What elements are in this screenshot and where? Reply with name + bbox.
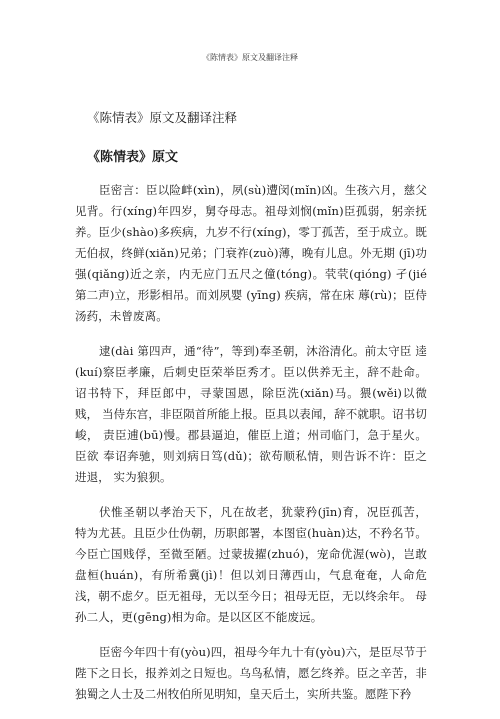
section-title: 《陈情表》原文 [87,150,179,165]
paragraph: 伏惟圣朝以孝治天下，凡在故老，犹蒙矜(jīn)育，况臣孤苦， 特为尤甚。且臣少仕伪朝，历职郎署，本图宦(huàn)达，不矜名节。 今臣亡国贱俘，至微至陋。过蒙拔擢(zhuó)，宠命优渥(wò)，岂敢 盘桓(huán)，有所希冀(jì)！但以刘日薄西山，气息奄奄，人命危 浅，朝不虑夕。臣无祖母，无以至今日；祖母无臣，无以终余年。 母孙二人，更(gēng)相为命。是以区区不能废远。 [75,505,427,624]
paragraph: 逮(dài 第四声，通“待”，等到)奉圣朝，沐浴清化。前太守臣 逵(kuí)察臣孝廉，后刺史臣荣举臣秀才。臣以供养无主，辞不赴命。 诏书特下，拜臣郎中，寻蒙国恩，除臣洗(xiǎn)马。猥(wěi)以微贱， 当侍东宫，非臣陨首所能上报。臣具以表闻，辞不就职。诏书切峻， 责臣逋(bū)慢。郡县逼迫，催臣上道；州司临门，急于星火。臣欲 奉诏奔驰，则刘病日笃(dǔ)；欲苟顺私情，则告诉不许：臣之进退， 实为狼狈。 [75,344,427,484]
paragraph: 臣密今年四十有(yòu)四，祖母今年九十有(yòu)六，是臣尽节于陛下之日长，报养刘之日短也。乌鸟私情，愿乞终养。臣之辛苦，非独蜀之人士及二州牧伯所见明知，皇天后土，实所共鉴。愿陛下矜 [75,645,427,701]
paragraph: 臣密言：臣以险衅(xìn)，夙(sù)遭闵(mǐn)凶。生孩六月，慈父见背。行(xíng)年四岁，舅夺母志。祖母刘悯(mǐn)臣孤弱，躬亲抚养。臣少(shào)多疾病，九岁不行(xíng)，零丁孤苦，至于成立。既无伯叔，终鲜(xiǎn)兄弟；门衰祚(zuò)薄，晚有儿息。外无期 (jī)功强(qiǎng)近之亲，内无应门五尺之僮(tóng)。茕茕(qióng) 孑(jié 第二声)立，形影相吊。而刘夙婴 (yīng) 疾病，常在床 蓐(rù)；臣侍汤药，未曾废离。 [75,183,427,323]
document-body [75,108,427,719]
page-header: 《陈情表》原文及翻译注释 [202,53,298,62]
document-title: 《陈情表》原文及翻译注释 [87,110,238,125]
